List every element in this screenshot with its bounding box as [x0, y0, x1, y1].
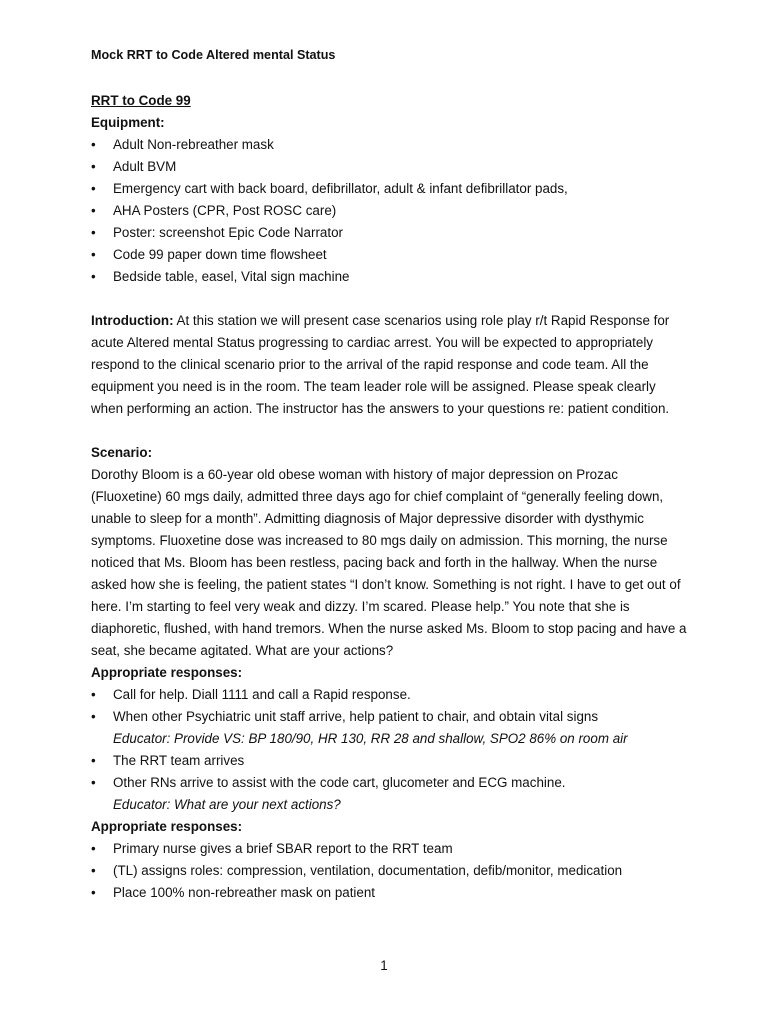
list-item [91, 684, 691, 706]
list-item: • Code 99 paper down time flowsheet [91, 244, 691, 266]
responses-list [91, 684, 691, 816]
response-text: The RRT team arrives [113, 753, 245, 768]
responses-list [91, 838, 691, 904]
list-item: • Adult Non-rebreather mask [91, 134, 691, 156]
list-item: • Place 100% non-rebreather mask on patient [91, 882, 691, 904]
introduction-label: Introduction: [91, 313, 174, 328]
equipment-heading: Equipment: [91, 115, 165, 130]
list-item: • Adult BVM [91, 156, 691, 178]
list-item [91, 706, 691, 750]
list-item: • (TL) assigns roles: compression, ventilation, documentation, defib/monitor, medication [91, 860, 691, 882]
spacer [91, 420, 691, 442]
responses-heading: Appropriate responses: [91, 665, 243, 680]
list-item [91, 750, 691, 772]
introduction-paragraph [91, 310, 691, 420]
response-text: Other RNs arrive to assist with the code cart, glucometer and ECG machine. [113, 775, 566, 790]
list-item [91, 772, 691, 816]
introduction-text: At this station we will present case scenarios using role play r/t Rapid Response for acute Altered mental Status progressing to cardiac arrest. You will be expected to appropriately respond to the clinical scenario prior to the arrival of the rapid response and code team. All the equipment you need is in the room. The team leader role will be assigned. Please speak clearly when performing an action. The instructor has the answers to your questions re: patient condition. [91, 313, 670, 416]
list-item: • Emergency cart with back board, defibrillator, adult & infant defibrillator pads, [91, 178, 691, 200]
educator-note: Educator: What are your next actions? [113, 797, 341, 812]
scenario-heading: Scenario: [91, 445, 153, 460]
list-item: • Primary nurse gives a brief SBAR report to the RRT team [91, 838, 691, 860]
document-body [91, 44, 691, 904]
section-title: RRT to Code 99 [91, 93, 191, 108]
response-text: Call for help. Diall 1111 and call a Rapid response. [113, 687, 411, 702]
list-item: • AHA Posters (CPR, Post ROSC care) [91, 200, 691, 222]
educator-note: Educator: Provide VS: BP 180/90, HR 130, RR 28 and shallow, SPO2 86% on room air [113, 731, 628, 746]
page-number: 1 [380, 958, 388, 973]
spacer [91, 288, 691, 310]
list-item: • Bedside table, easel, Vital sign machine [91, 266, 691, 288]
responses-heading: Appropriate responses: [91, 819, 243, 834]
response-text: When other Psychiatric unit staff arrive, help patient to chair, and obtain vital signs [113, 709, 599, 724]
document-title: Mock RRT to Code Altered mental Status [91, 48, 336, 62]
list-item: • Poster: screenshot Epic Code Narrator [91, 222, 691, 244]
scenario-text: Dorothy Bloom is a 60-year old obese woman with history of major depression on Prozac (Fluoxetine) 60 mgs daily, admitted three days ago for chief complaint of “generally feeling down, unable to sleep for a month”. Admitting diagnosis of Major depressive disorder with dysthymic symptoms. Fluoxetine dose was increased to 80 mgs daily on admission. This morning, the nurse noticed that Ms. Bloom has been restless, pacing back and forth in the hallway. When the nurse asked how she is feeling, the patient states “I don’t know. Something is not right. I have to get out of here. I’m starting to feel very weak and dizzy. I’m scared. Please help.” You note that she is diaphoretic, flushed, with hand tremors. When the nurse asked Ms. Bloom to stop pacing and have a seat, she became agitated. What are your actions? [91, 467, 687, 658]
equipment-list [91, 134, 691, 288]
